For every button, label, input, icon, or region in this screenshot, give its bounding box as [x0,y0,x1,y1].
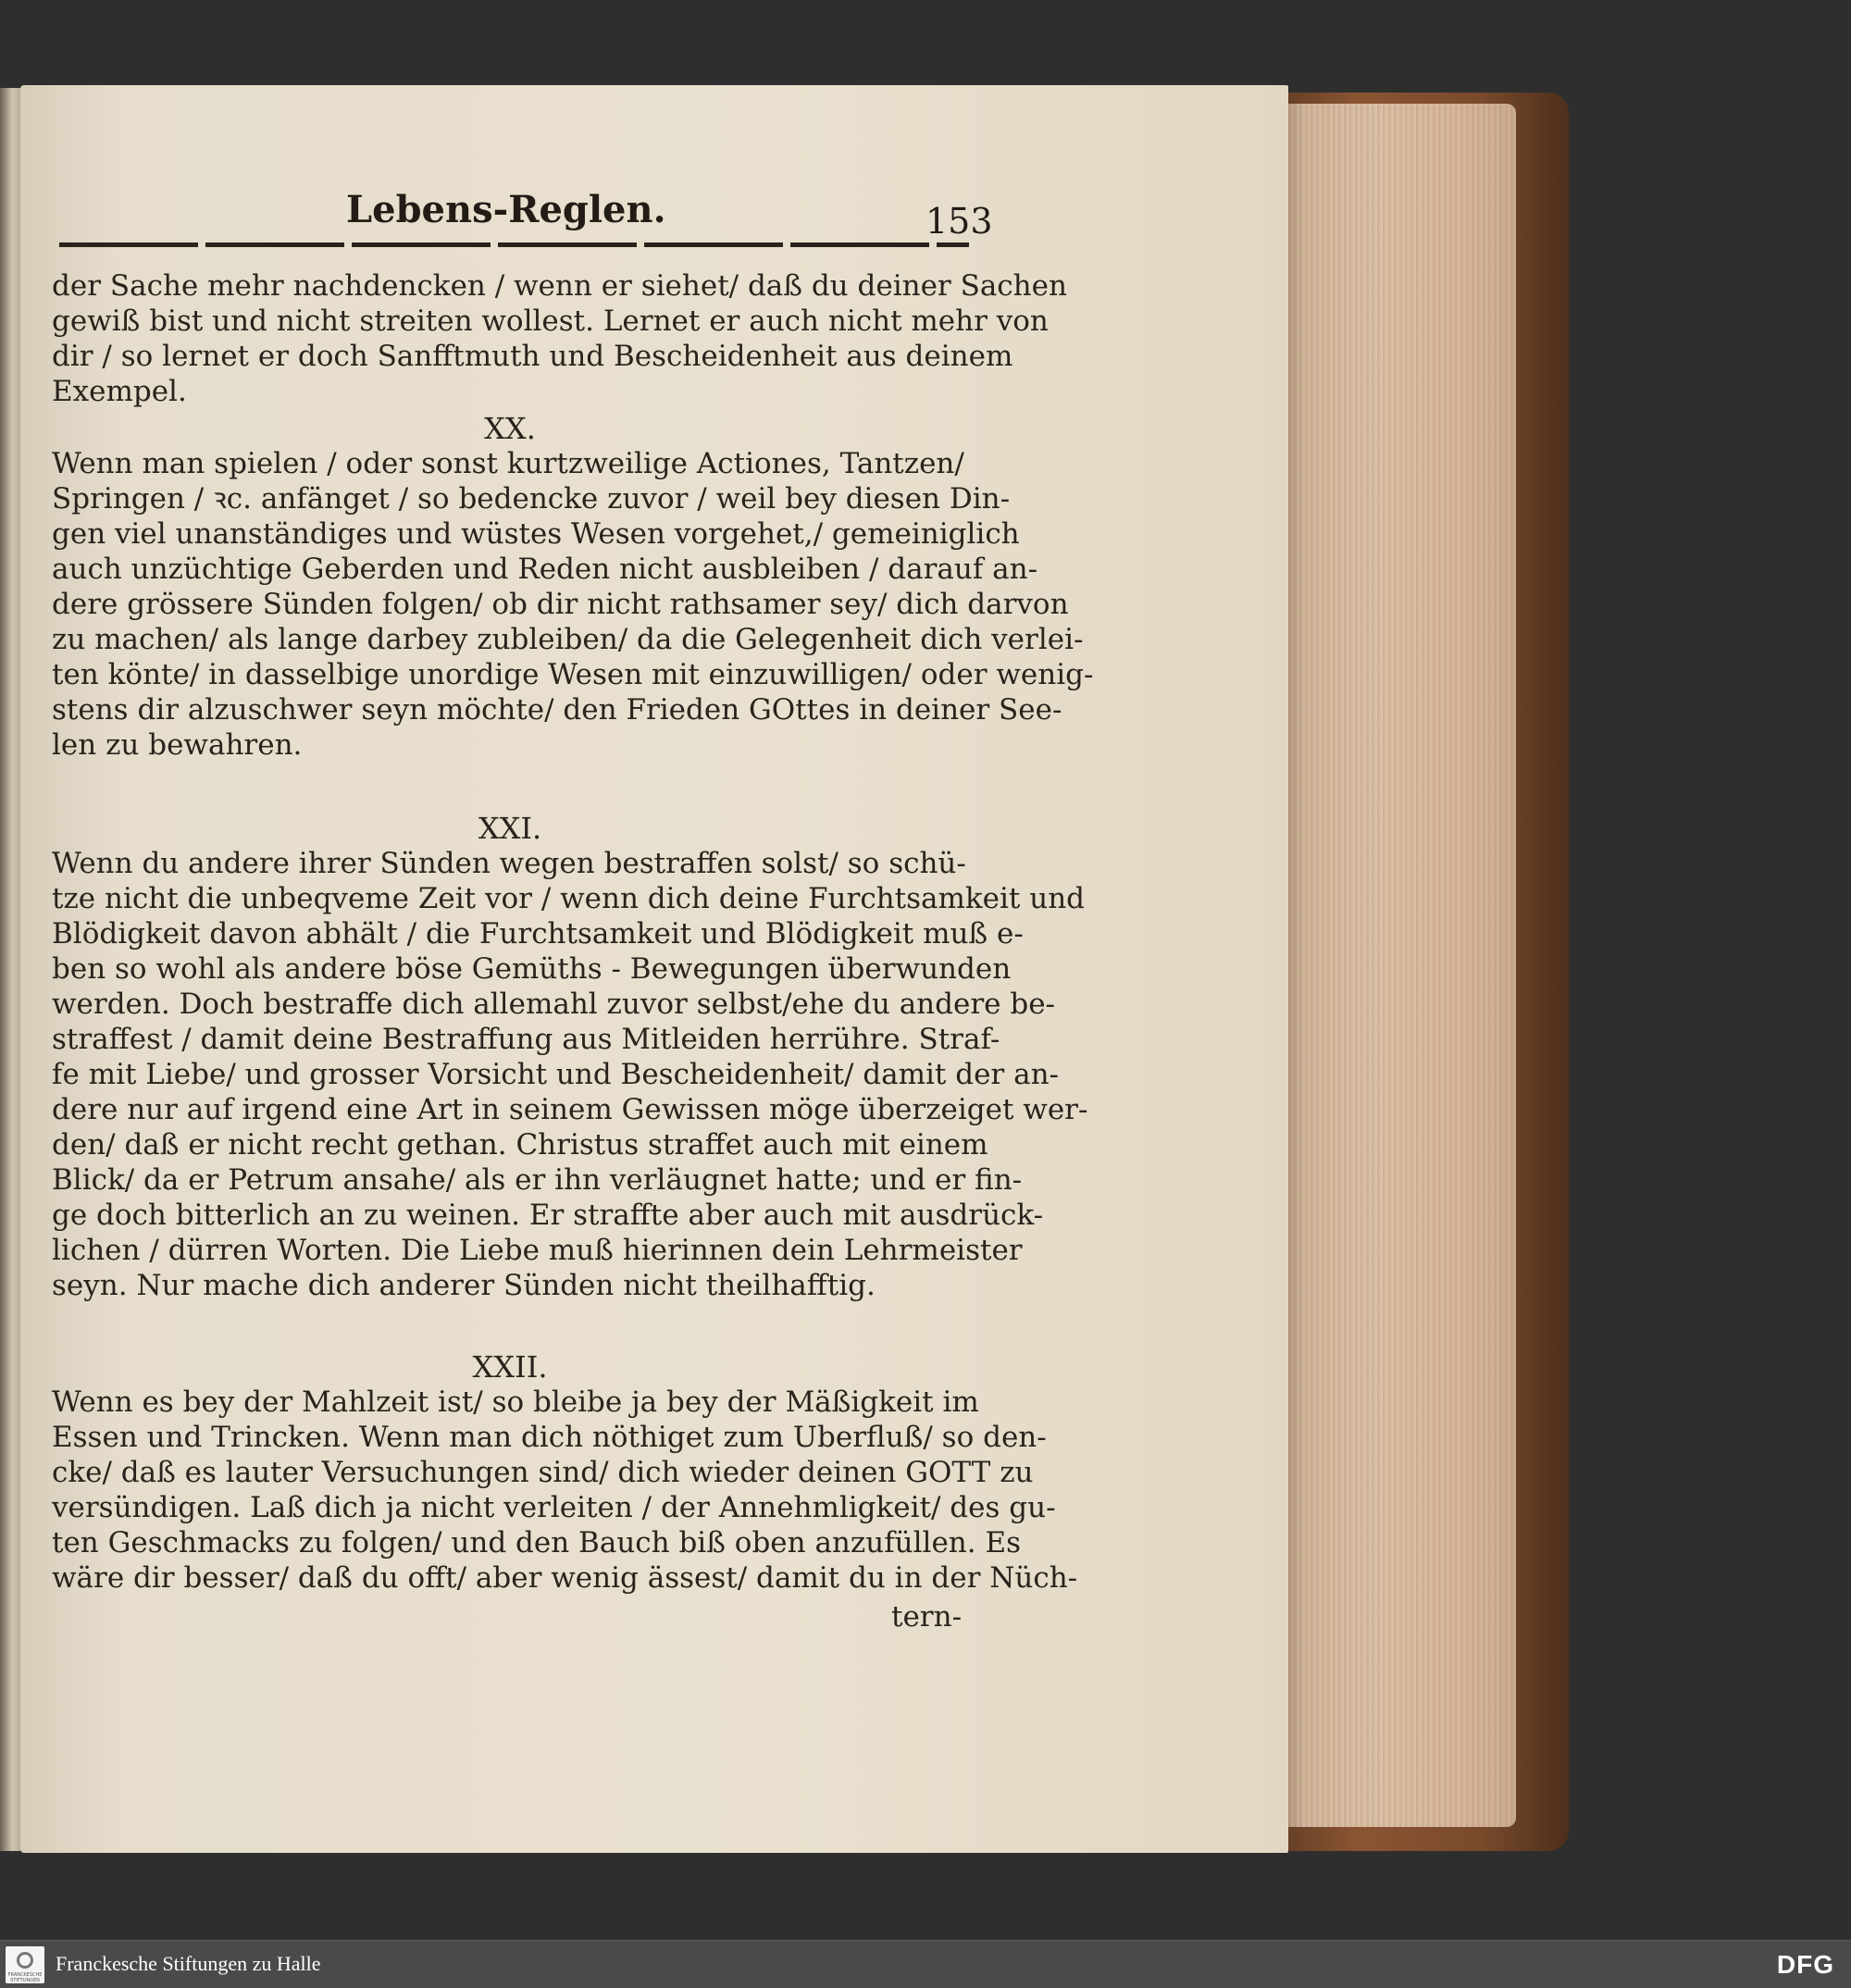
text-line: tze nicht die unbeqveme Zeit vor / wenn dich deine Furchtsamkeit und [52,882,1086,915]
section-heading-xxii: XXII. [472,1349,548,1385]
paragraph-xxi [52,846,1088,1303]
text-line: gewiß bist und nicht streiten wollest. Lernet er auch nicht mehr von [52,304,1049,338]
page-block-edge [1277,104,1516,1827]
text-line: versündigen. Laß dich ja nicht verleiten / der Annehmligkeit/ des gu- [52,1491,1056,1524]
text-line: Wenn du andere ihrer Sünden wegen bestraffen solst/ so schü- [52,847,966,880]
text-line: dere nur auf irgend eine Art in seinem Gewissen möge überzeiget wer- [52,1093,1088,1126]
text-line: der Sache mehr nachdencken / wenn er siehet/ daß du deiner Sachen [52,269,1067,303]
logo-mark-icon [17,1952,33,1969]
text-line: Wenn es bey der Mahlzeit ist/ so bleibe ja bey der Mäßigkeit im [52,1385,979,1419]
text-line: gen viel unanständiges und wüstes Wesen vorgehet,/ gemeiniglich [52,517,1020,551]
left-page-edge [0,88,20,1851]
text-line: ge doch bitterlich an zu weinen. Er straffte aber auch mit ausdrück- [52,1199,1044,1232]
institution-logo[interactable] [6,1946,44,1983]
catchword: tern- [891,1600,963,1634]
head-rule [59,242,969,247]
text-line: cke/ daß es lauter Versuchungen sind/ dich wieder deinen GOTT zu [52,1456,1034,1489]
text-line: fe mit Liebe/ und grosser Vorsicht und Bescheidenheit/ damit der an- [52,1058,1060,1091]
text-line: seyn. Nur mache dich anderer Sünden nicht theilhafftig. [52,1269,876,1302]
section-heading-xxi: XXI. [478,811,542,846]
text-line: den/ daß er nicht recht gethan. Christus straffet auch mit einem [52,1128,988,1162]
text-line: Essen und Trincken. Wenn man dich nöthiget zum Uberfluß/ so den- [52,1421,1047,1454]
paragraph-xxii [52,1385,1078,1596]
dfg-logo[interactable]: DFG [1776,1950,1834,1979]
paragraph-xx [52,446,1094,763]
text-line: Blick/ da er Petrum ansahe/ als er ihn verläugnet hatte; und er fin- [52,1163,1023,1197]
page-number: 153 [926,201,993,242]
text-line: dir / so lernet er doch Sanfftmuth und Bescheidenheit aus deinem [52,340,1013,373]
running-head: Lebens-Reglen. [346,188,666,231]
text-line: zu machen/ als lange darbey zubleiben/ da die Gelegenheit dich verlei- [52,623,1084,656]
text-line: auch unzüchtige Geberden und Reden nicht ausbleiben / darauf an- [52,553,1038,586]
text-line: Wenn man spielen / oder sonst kurtzweilige Actiones, Tantzen/ [52,447,964,480]
text-line: ben so wohl als andere böse Gemüths - Bewegungen überwunden [52,952,1012,986]
text-line: werden. Doch bestraffe dich allemahl zuvor selbst/ehe du andere be- [52,988,1056,1021]
text-line: straffest / damit deine Bestraffung aus Mitleiden herrühre. Straf- [52,1023,1000,1056]
text-line: ten könte/ in dasselbige unordige Wesen mit einzuwilligen/ oder wenig- [52,658,1094,691]
text-line: len zu bewahren. [52,728,303,762]
text-line: Exempel. [52,375,187,408]
viewer-footer [0,1940,1851,1988]
text-line: dere grössere Sünden folgen/ ob dir nicht rathsamer sey/ dich darvon [52,588,1069,621]
logo-text: FRANCKESCHE STIFTUNGEN [7,1972,43,1983]
institution-name[interactable]: Franckesche Stiftungen zu Halle [56,1952,321,1975]
text-line: Springen / ꝛc. anfänget / so bedencke zuvor / weil bey diesen Din- [52,482,1011,516]
text-line: stens dir alzuschwer seyn möchte/ den Frieden GOttes in deiner See- [52,693,1062,727]
text-line: lichen / dürren Worten. Die Liebe muß hierinnen dein Lehrmeister [52,1234,1023,1267]
text-line: Blödigkeit davon abhält / die Furchtsamkeit und Blödigkeit muß e- [52,917,1024,951]
text-line: ten Geschmacks zu folgen/ und den Bauch biß oben anzufüllen. Es [52,1526,1022,1559]
text-line: wäre dir besser/ daß du offt/ aber wenig ässest/ damit du in der Nüch- [52,1561,1078,1595]
paragraph-continuation [52,268,1067,409]
section-heading-xx: XX. [484,411,536,446]
